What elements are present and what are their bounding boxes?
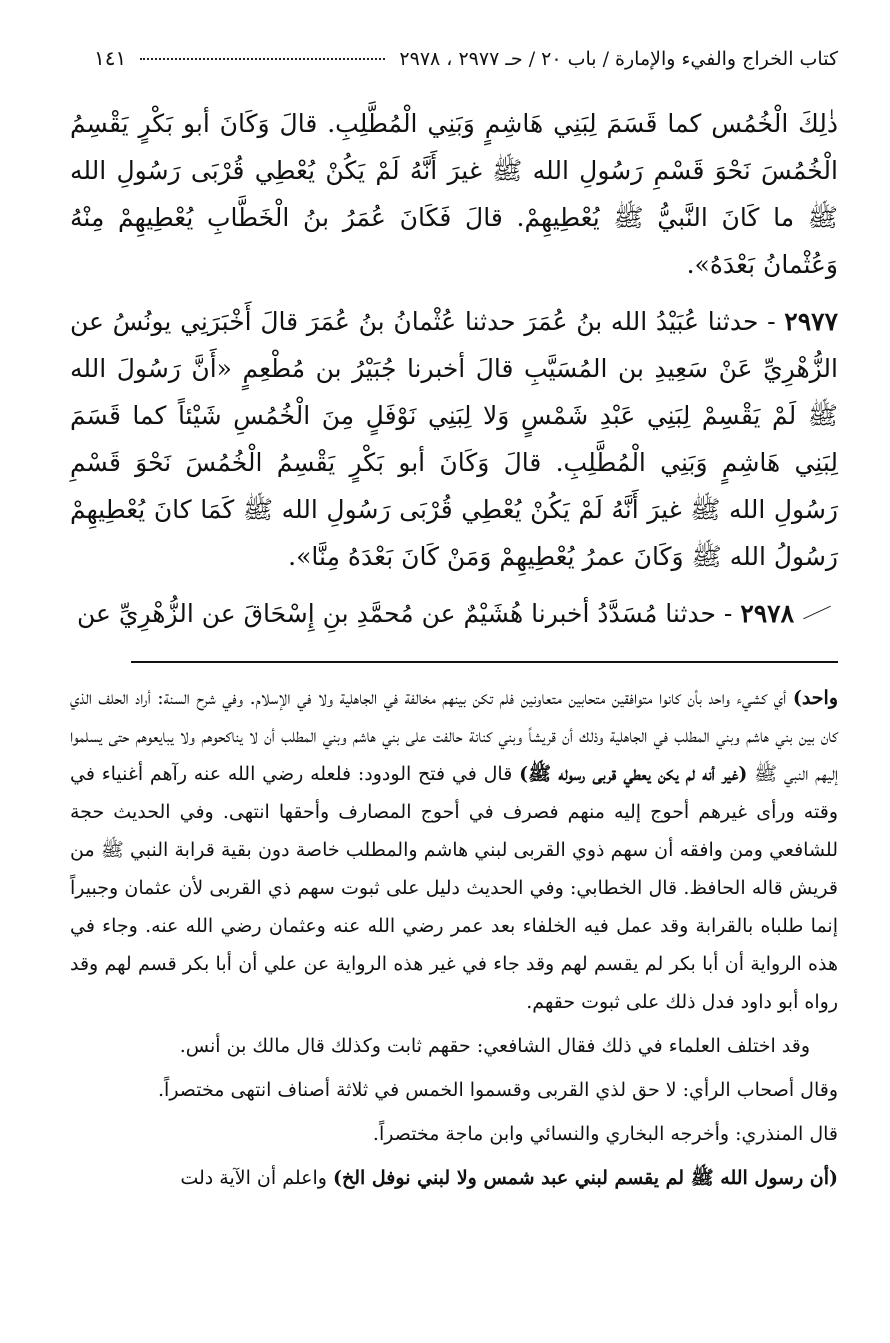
margin-mark-icon [802, 604, 832, 622]
commentary-keyword: (غير أنه لم يكن يعطي قربى رسوله ﷺ) [519, 763, 748, 785]
hadith-number: ٢٩٧٨ [740, 599, 795, 628]
commentary-paragraph [70, 679, 838, 1021]
hadith-text [70, 100, 838, 637]
hadith-continuation: ذٰلِكَ الْخُمُس كما قَسَمَ لِبَنِي هَاشِمٍ وَبَنِي الْمُطَّلِبِ. قالَ وَكَانَ أبو بَكْرٍ يَقْسِمُ الْخُمُسَ نَحْوَ قَسْمِ رَسُولِ الله ﷺ غيرَ أَنَّهُ لَمْ يَكُنْ يُعْطِي قُرْبَى رَسُولِ الله ﷺ ما كَانَ النَّبيُّ ﷺ يُعْطِيهِمْ. قالَ فَكَانَ عُمَرُ بنُ الْخَطَّابِ يُعْطِيهِمْ مِنْهُ وَعُثْمانُ بَعْدَهُ». [70, 109, 838, 279]
commentary [70, 679, 838, 1197]
hadith-2977 [70, 298, 838, 580]
commentary-paragraph: قال المنذري: وأخرجه البخاري والنسائي وابن ماجة مختصراً. [372, 1123, 838, 1145]
commentary-text: واعلم أن الآية دلت [180, 1167, 327, 1189]
commentary-text: أي كشيء واحد بأن كانوا متوافقين متحابين متعاونين فلم تكن بينهم مخالفة في الجاهلية ولا في الإسلام. وفي شرح السنة: أراد الحلف الذي كان بين بني هاشم وبني المطلب في الجاهلية وذلك أن قريشاً وبني كنانة حالفت على بني هاشم وبني المطلب أن لا يناكحوهم ولا يبايعوهم حتى يسلموا إليهم النبي ﷺ [70, 687, 839, 785]
commentary-keyword: (أن رسول الله ﷺ لم يقسم لبني عبد شمس ولا لبني نوفل الخ) [332, 1167, 838, 1189]
hadith-body: - حدثنا عُبَيْدُ الله بنُ عُمَرَ حدثنا عُثْمانُ بنُ عُمَرَ قالَ أَخْبَرَنِي يونُسُ عن الزُّهْرِيِّ عَنْ سَعِيدِ بن المُسَيَّبِ قالَ أخبرنا جُبَيْرُ بن مُطْعِمٍ «أَنَّ رَسُولَ الله ﷺ لَمْ يَقْسِمْ لِبَنِي عَبْدِ شَمْسٍ وَلا لِبَنِي نَوْفَلٍ مِنَ الْخُمُسِ شَيْئاً كما قَسَمَ لِبَنِي هَاشِمٍ وَبَنِي الْمُطَّلِبِ. قالَ وَكَانَ أبو بَكْرٍ يَقْسِمُ الْخُمُسَ نَحْوَ قَسْمِ رَسُولِ الله ﷺ غيرَ أَنَّهُ لَمْ يَكُنْ يُعْطِي قُرْبَى رَسُولِ الله ﷺ كَمَا كانَ يُعْطِيهِمْ رَسُولُ الله ﷺ وَكَانَ عمرُ يُعْطِيهِمْ وَمَنْ كَانَ بَعْدَهُ مِنَّا». [70, 307, 838, 571]
chapter-title: كتاب الخراج والفيء والإمارة / باب ٢٠ / حـ ٢٩٧٧ ، ٢٩٧٨ [399, 48, 838, 70]
commentary-paragraph: وقال أصحاب الرأي: لا حق لذي القربى وقسموا الخمس في ثلاثة أصناف انتهى مختصراً. [158, 1079, 838, 1101]
commentary-paragraph: وقد اختلف العلماء في ذلك فقال الشافعي: حقهم ثابت وكذلك قال مالك بن أنس. [179, 1035, 810, 1057]
commentary-keyword: واحد) [792, 687, 839, 709]
header-dotted-leader [140, 58, 385, 60]
hadith-body: - حدثنا مُسَدَّدُ أخبرنا هُشَيْمٌ عن مُحمَّدِ بنِ إِسْحَاقَ عن الزُّهْرِيِّ عن [77, 599, 733, 628]
hadith-number: ٢٩٧٧ [784, 307, 838, 336]
commentary-text: قال في فتح الودود: فلعله رضي الله عنه رآهم أغنياء في وقته ورأى غيرهم أحوج إليه منهم فصرف في أحوج المصارف وأحقها انتهى. وفي الحديث حجة للشافعي ومن وافقه أن سهم ذوي القربى لبني هاشم والمطلب خاصة دون بقية قرابة النبي ﷺ من قريش قاله الحافظ. قال الخطابي: وفي الحديث دليل على ثبوت سهم ذي القربى لأن عثمان وجبيراً إنما طلباه بالقرابة وقد عمل فيه الخلفاء بعد عمر رضي الله عنه وعثمان رضي الله عنه. وجاء في هذه الرواية أن أبا بكر لم يقسم لهم وقد جاء في غير هذه الرواية عن علي أن أبا بكر قسم لهم وقد رواه أبو داود فدل ذلك على ثبوت حقهم. [70, 763, 838, 1013]
hadith-2978 [70, 590, 838, 637]
page-number: ١٤١ [94, 46, 127, 70]
running-header [70, 46, 838, 86]
footnote-divider [131, 661, 838, 663]
commentary-paragraph [70, 1159, 838, 1197]
